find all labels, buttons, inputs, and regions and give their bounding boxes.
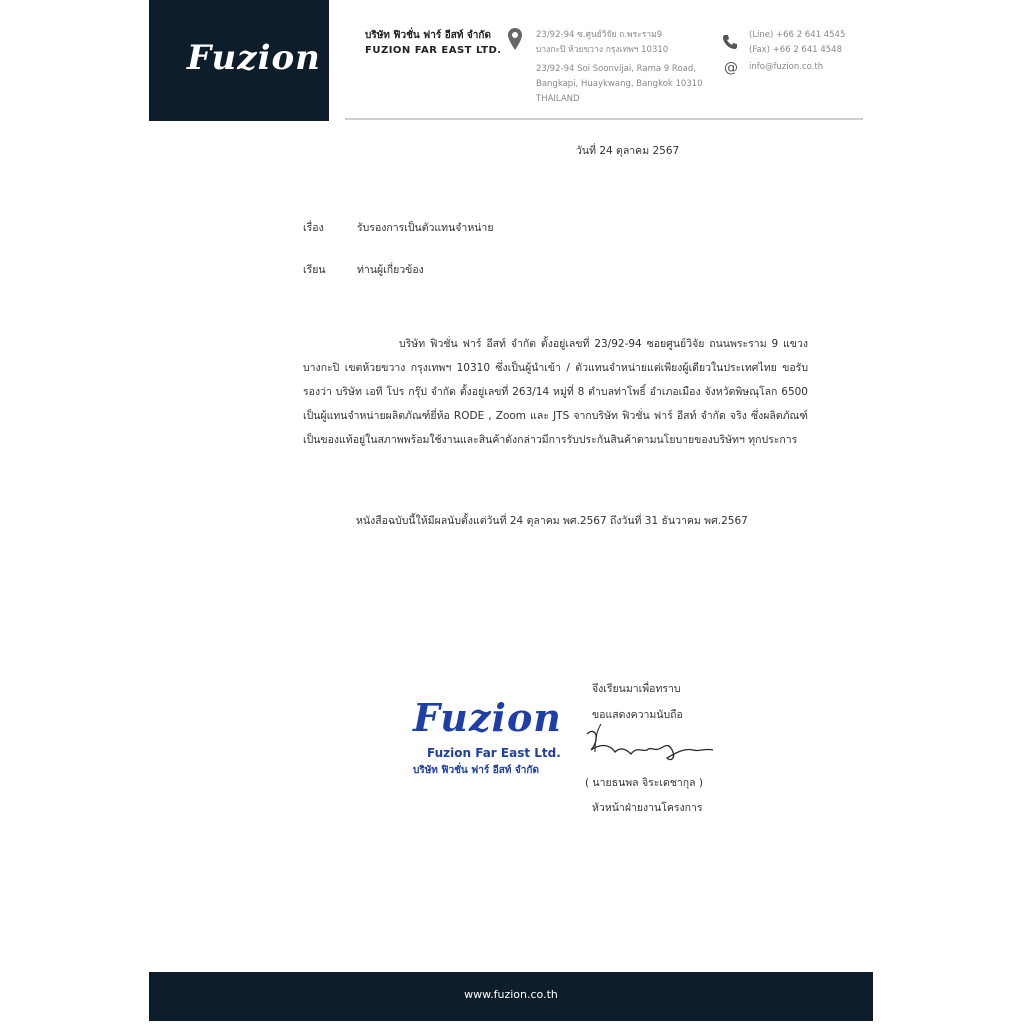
footer-bar	[149, 972, 873, 1021]
logo-panel	[149, 0, 329, 121]
handwritten-signature	[581, 716, 721, 772]
company-name-en: FUZION FAR EAST LTD.	[365, 45, 502, 56]
body-paragraph: บริษัท ฟิวชั่น ฟาร์ อีสท์ จำกัด ตั้งอยู่เลขที่ 23/92-94 ซอยศูนย์วิจัย ถนนพระราม 9 แขวงบางกะปิ เขตห้วยขวาง กรุงเทพฯ 10310 ซึ่งเป็นผู้นำเข้า / ตัวแทนจำหน่ายแต่เพียงผู้เดียวในประเทศไทย ขอรับรองว่า บริษัท เอที โปร กรุ๊ป จำกัด ตั้งอยู่เลขที่ 263/14 หมู่ที่ 8 ตำบลท่าโพธิ์ อำเภอเมือง จังหวัดพิษณุโลก 6500 เป็นผู้แทนจำหน่ายผลิตภัณฑ์ยี่ห้อ RODE , Zoom และ JTS จากบริษัท ฟิวชั่น ฟาร์ อีสท์ จำกัด จริง ซึ่งผลิตภัณฑ์เป็นของแท้อยู่ในสภาพพร้อมใช้งานและสินค้าดังกล่าวมีการรับประกันสินค้าตามนโยบายของบริษัทฯ ทุกประการ	[303, 338, 808, 446]
closing-line-2: ขอแสดงความนับถือ	[592, 709, 683, 721]
company-name-th: บริษัท ฟิวชั่น ฟาร์ อีสท์ จำกัด	[365, 30, 491, 41]
address-en-line-1: 23/92-94 Soi Soonvijai, Rama 9 Road,	[536, 64, 696, 74]
signer-name: ( นายธนพล จิระเดชากุล )	[585, 777, 704, 789]
address-en	[536, 62, 703, 107]
signer-title: หัวหน้าฝ่ายงานโครงการ	[592, 802, 703, 814]
company-stamp	[413, 695, 573, 778]
letter-page	[149, 0, 873, 1024]
subject-text: รับรองการเป็นตัวแทนจำหน่าย	[357, 222, 494, 234]
fax-number: (Fax) +66 2 641 4548	[749, 45, 842, 55]
subject-label: เรื่อง	[303, 222, 324, 234]
email-icon: @	[724, 60, 738, 76]
closing-line-1: จึงเรียนมาเพื่อทราบ	[592, 683, 681, 695]
company-logo: Fuzion	[187, 38, 321, 78]
address-th-line-1: 23/92-94 ซ.ศูนย์วิจัย ถ.พระราม9	[536, 30, 663, 40]
address-th-line-2: บางกะปิ ห้วยขวาง กรุงเทพฯ 10310	[536, 45, 669, 55]
header-divider	[345, 118, 863, 120]
validity-statement: หนังสือฉบับนี้ให้มีผลนับตั้งแต่วันที่ 24 ตุลาคม พศ.2567 ถึงวันที่ 31 ธันวาคม พศ.2567	[356, 515, 748, 527]
location-pin-icon	[508, 28, 522, 50]
contact-numbers	[749, 28, 845, 58]
recipient-text: ท่านผู้เกี่ยวข้อง	[357, 264, 424, 276]
address-en-line-2: Bangkapi, Huaykwang, Bangkok 10310	[536, 79, 703, 89]
letter-date: วันที่ 24 ตุลาคม 2567	[576, 145, 680, 157]
address-th	[536, 28, 668, 58]
email-address: info@fuzion.co.th	[749, 62, 824, 72]
stamp-logo: Fuzion	[413, 695, 562, 740]
footer-website[interactable]: www.fuzion.co.th	[464, 988, 558, 1001]
phone-icon	[722, 34, 738, 50]
recipient-label: เรียน	[303, 264, 326, 276]
company-name-block	[365, 28, 502, 58]
stamp-name-th: บริษัท ฟิวชั่น ฟาร์ อีสท์ จำกัด	[413, 765, 539, 776]
address-en-line-3: THAILAND	[536, 94, 580, 104]
stamp-name-en: Fuzion Far East Ltd.	[427, 746, 561, 760]
line-number: (Line) +66 2 641 4545	[749, 30, 846, 40]
